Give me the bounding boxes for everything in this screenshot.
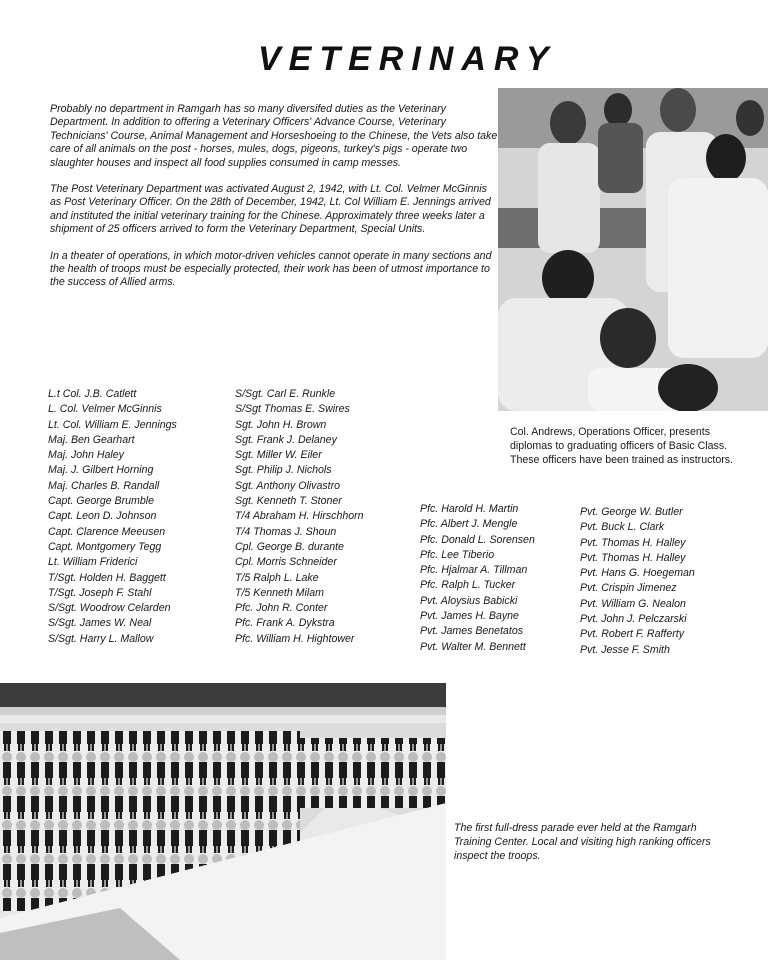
intro-paragraph: The Post Veterinary Department was activated August 2, 1942, with Lt. Col. Velmer McGinnis as Post Veterinary Officer. On the 28th of December, 1942, Lt. Col William E. Jennings arrived and instituted the initial veterinary training for the Chinese. Approximately three weeks later a shipment of 25 officers arrived to form the Veterinary Department, Special Units. [50,183,491,236]
roster-entry: Pvt. Thomas H. Halley [580,551,686,564]
roster-entry: Sgt. Frank J. Delaney [235,433,337,446]
roster-entry: Pvt. Thomas H. Halley [580,536,686,549]
roster-entry: Lt. William Friderici [48,556,138,569]
intro-paragraph: In a theater of operations, in which motor-driven vehicles cannot operate in many sections and the health of troops must be especially protected, their work has been of utmost importance to the success of Allied arms. [50,249,492,289]
roster-entry: Pfc. Frank A. Dykstra [235,617,335,630]
roster-entry: S/Sgt Thomas E. Swires [235,403,350,416]
roster-entry: S/Sgt. Woodrow Celarden [48,602,171,615]
roster-entry: Capt. George Brumble [48,495,154,508]
roster-entry: Pvt. James H. Bayne [420,610,519,623]
roster-entry: Maj. John Haley [48,449,124,462]
roster-entry: Pvt. Walter M. Bennett [420,640,526,653]
roster-column [420,502,535,655]
roster-entry: T/5 Ralph L. Lake [235,571,319,584]
page-title: VETERINARY [258,40,557,78]
roster-entry: Cpl. George B. durante [235,540,344,553]
roster-entry: Pvt. George W. Butler [580,506,683,518]
roster-column [580,505,695,658]
roster-entry: S/Sgt. Carl E. Runkle [235,388,336,400]
roster-entry: T/Sgt. Holden H. Baggett [48,571,166,584]
roster-entry: Pvt. John J. Pelczarski [580,613,687,626]
roster-entry: T/Sgt. Joseph F. Stahl [48,586,152,599]
roster-entry: Pfc. William H. Hightower [235,632,355,645]
roster-entry: Pfc. John R. Conter [235,602,328,615]
roster-entry: L.t Col. J.B. Catlett [48,388,137,400]
roster-entry: S/Sgt. James W. Neal [48,617,152,630]
roster-entry: Maj. Charles B. Randall [48,479,160,492]
intro-paragraph: Probably no department in Ramgarh has so many diversifed duties as the Veterinary Department. In addition to offering a Veterinary Officers' Advance Course, Veterinary Technicians' Course, Animal Management and Horseshoeing to the Chinese, the Vets also take care of all animals on the post - horses, mules, dogs, pigeons, turkey's pigs - operate two slaughter houses and inspect all food supplies consumed in camp messes. [50,103,498,169]
roster-entry: Lt. Col. William E. Jennings [48,418,177,431]
roster-entry: Sgt. Philip J. Nichols [235,464,332,477]
roster-entry: Capt. Leon D. Johnson [48,510,157,523]
roster-entry: Sgt. Kenneth T. Stoner [235,495,342,508]
roster-entry: Pfc. Donald L. Sorensen [420,533,535,546]
roster-entry: Pfc. Harold H. Martin [420,503,519,515]
photo-caption: The first full-dress parade ever held at the Ramgarh Training Center. Local and visiting high ranking officers inspect the troops. [454,822,711,862]
roster-entry: Pvt. Jesse F. Smith [580,643,670,656]
roster-entry: Pfc. Lee Tiberio [420,548,495,561]
roster-entry: Cpl. Morris Schneider [235,556,337,569]
roster-entry: Pvt. Crispin Jimenez [580,582,677,595]
roster-entry: L. Col. Velmer McGinnis [48,403,162,416]
photo-caption: Col. Andrews, Operations Officer, presents diplomas to graduating officers of Basic Class. These officers have been trained as instructors. [510,426,733,466]
diploma-ceremony-photo [498,88,768,411]
roster-entry: T/4 Thomas J. Shoun [235,525,337,538]
roster-entry: Maj. Ben Gearhart [48,433,135,446]
roster-entry: S/Sgt. Harry L. Mallow [48,632,154,645]
roster-column [48,387,177,647]
roster-entry: Capt. Clarence Meeusen [48,525,166,538]
roster-entry: Maj. J. Gilbert Horning [48,464,154,477]
roster-entry: Pvt. William G. Nealon [580,597,686,610]
roster-entry: Pvt. James Benetatos [420,625,524,638]
roster-entry: Pfc. Hjalmar A. Tillman [420,564,528,577]
roster-entry: Pvt. Aloysius Babicki [420,594,518,607]
roster-entry: Pfc. Ralph L. Tucker [420,579,516,592]
roster-entry: Sgt. Anthony Olivastro [235,479,341,492]
roster-entry: T/5 Kenneth Milam [235,586,324,599]
roster-column [235,387,364,647]
roster-entry: Sgt. John H. Brown [235,418,327,431]
roster-entry: Pvt. Hans G. Hoegeman [580,567,695,580]
roster-entry: T/4 Abraham H. Hirschhorn [235,510,364,523]
parade-photo [0,683,446,960]
roster-entry: Pvt. Robert F. Rafferty [580,628,685,641]
intro-text [50,103,500,303]
roster-entry: Sgt. Miller W. Eiler [235,449,322,462]
roster-entry: Pvt. Buck L. Clark [580,521,665,534]
roster-entry: Pfc. Albert J. Mengle [420,518,518,531]
roster-entry: Capt. Montgomery Tegg [48,540,162,553]
